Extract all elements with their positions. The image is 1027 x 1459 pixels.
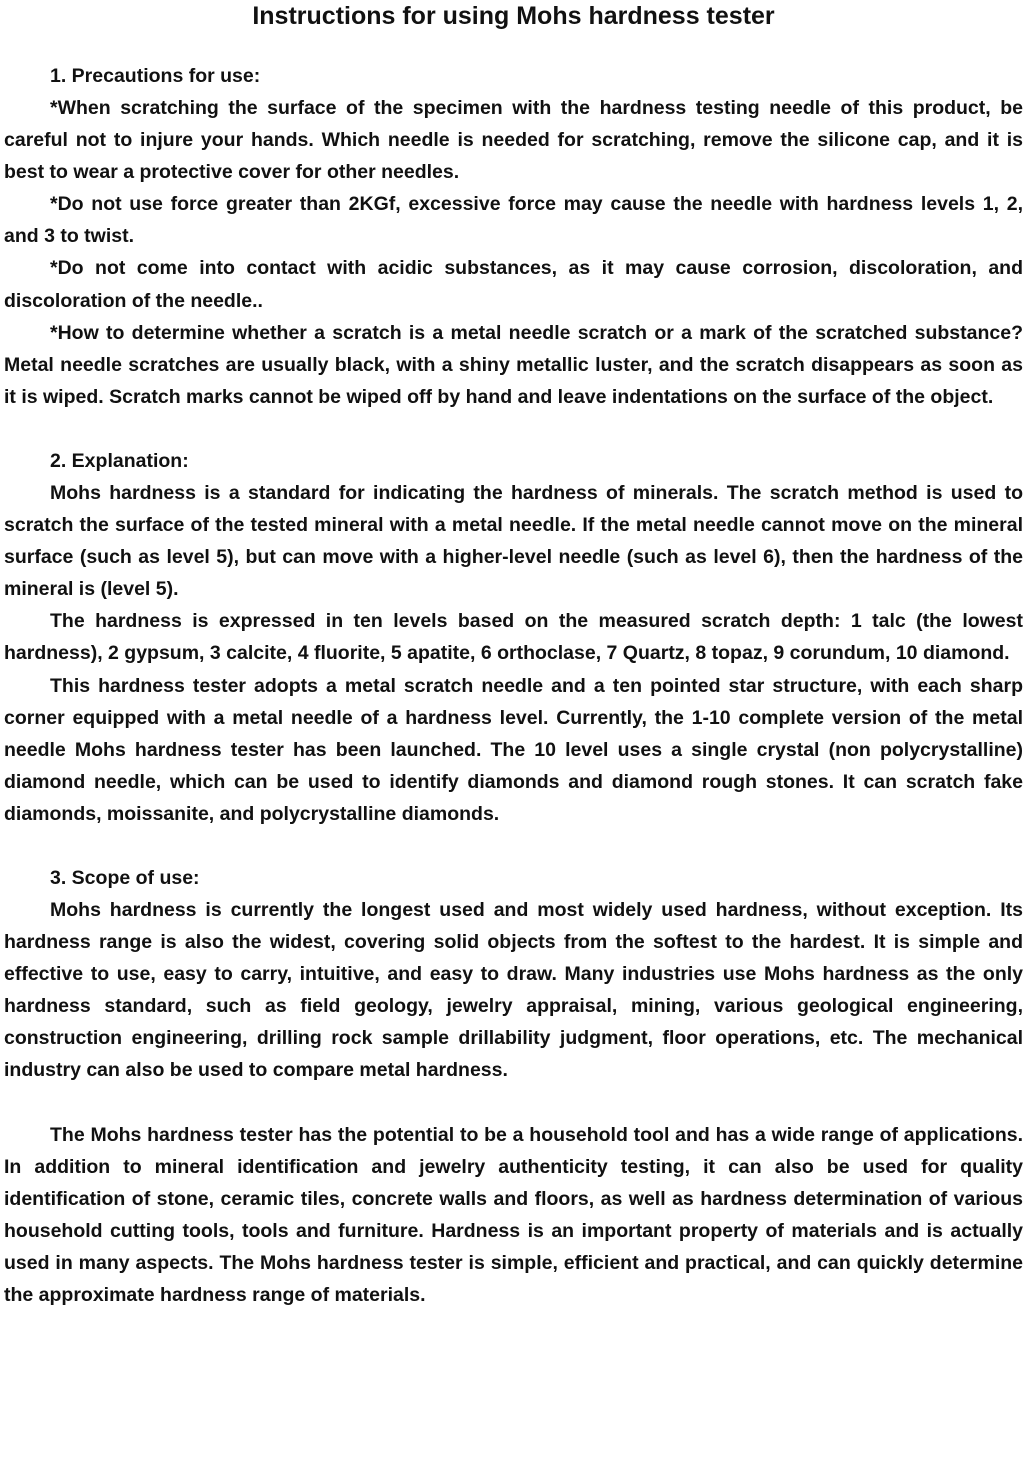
precaution-force-limit: *Do not use force greater than 2KGf, excessive force may cause the needle with hardness levels 1, 2, and 3 to twist. <box>4 193 1023 248</box>
section-scope <box>4 862 1023 1087</box>
section-heading-explanation: 2. Explanation: <box>50 449 189 472</box>
section-spacer <box>4 1087 1023 1119</box>
explanation-hardness-levels: The hardness is expressed in ten levels based on the measured scratch depth: 1 talc (the lowest hardness), 2 gypsum, 3 calcite, 4 fluorite, 5 apatite, 6 orthoclase, 7 Quartz, 8 topaz, 9 corundum, 10 diamond. <box>4 610 1023 665</box>
title-spacer <box>4 30 1023 60</box>
precaution-acidic-substances: *Do not come into contact with acidic substances, as it may cause corrosion, discoloration, and discoloration of the needle.. <box>4 257 1023 312</box>
precaution-scratching-safety: *When scratching the surface of the specimen with the hardness testing needle of this product, be careful not to injure your hands. Which needle is needed for scratching, remove the silicone cap, and it is best to wear a protective cover for other needles. <box>4 97 1023 184</box>
document-title: Instructions for using Mohs hardness tester <box>252 2 775 30</box>
section-heading-scope: 3. Scope of use: <box>50 866 200 889</box>
section-precautions <box>4 60 1023 413</box>
section-closing <box>4 1119 1023 1312</box>
closing-paragraph: The Mohs hardness tester has the potential to be a household tool and has a wide range of applications. In addition to mineral identification and jewelry authenticity testing, it can also be used for quality identification of stone, ceramic tiles, concrete walls and floors, as well as hardness determination of various household cutting tools, tools and furniture. Hardness is an important property of materials and is actually used in many aspects. The Mohs hardness tester is simple, efficient and practical, and can quickly determine the approximate hardness range of materials. <box>4 1123 1023 1306</box>
section-spacer <box>4 830 1023 862</box>
explanation-scratch-method: Mohs hardness is a standard for indicating the hardness of minerals. The scratch method is used to scratch the surface of the tested mineral with a metal needle. If the metal needle cannot move on the mineral surface (such as level 5), but can move with a higher-level needle (such as level 6), then the hardness of the mineral is (level 5). <box>4 481 1023 601</box>
section-heading-precautions: 1. Precautions for use: <box>50 65 261 87</box>
explanation-tester-structure: This hardness tester adopts a metal scratch needle and a ten pointed star structure, with each sharp corner equipped with a metal needle of a hardness level. Currently, the 1-10 complete version of the metal needle Mohs hardness tester has been launched. The 10 level uses a single crystal (non polycrystalline) diamond needle, which can be used to identify diamonds and diamond rough stones. It can scratch fake diamonds, moissanite, and polycrystalline diamonds. <box>4 674 1023 825</box>
precaution-scratch-identification: *How to determine whether a scratch is a metal needle scratch or a mark of the scratched substance? Metal needle scratches are usually black, with a shiny metallic luster, and the scratch disappears as soon as it is wiped. Scratch marks cannot be wiped off by hand and leave indentations on the surface of the object. <box>4 321 1023 408</box>
scope-paragraph: Mohs hardness is currently the longest used and most widely used hardness, without exception. Its hardness range is also the widest, covering solid objects from the softest to the hardest. It is simple and effective to use, easy to carry, intuitive, and easy to draw. Many industries use Mohs hardness as the only hardness standard, such as field geology, jewelry appraisal, mining, various geological engineering, construction engineering, drilling rock sample drillability judgment, floor operations, etc. The mechanical industry can also be used to compare metal hardness. <box>4 898 1023 1082</box>
section-spacer <box>4 413 1023 445</box>
section-explanation <box>4 445 1023 830</box>
